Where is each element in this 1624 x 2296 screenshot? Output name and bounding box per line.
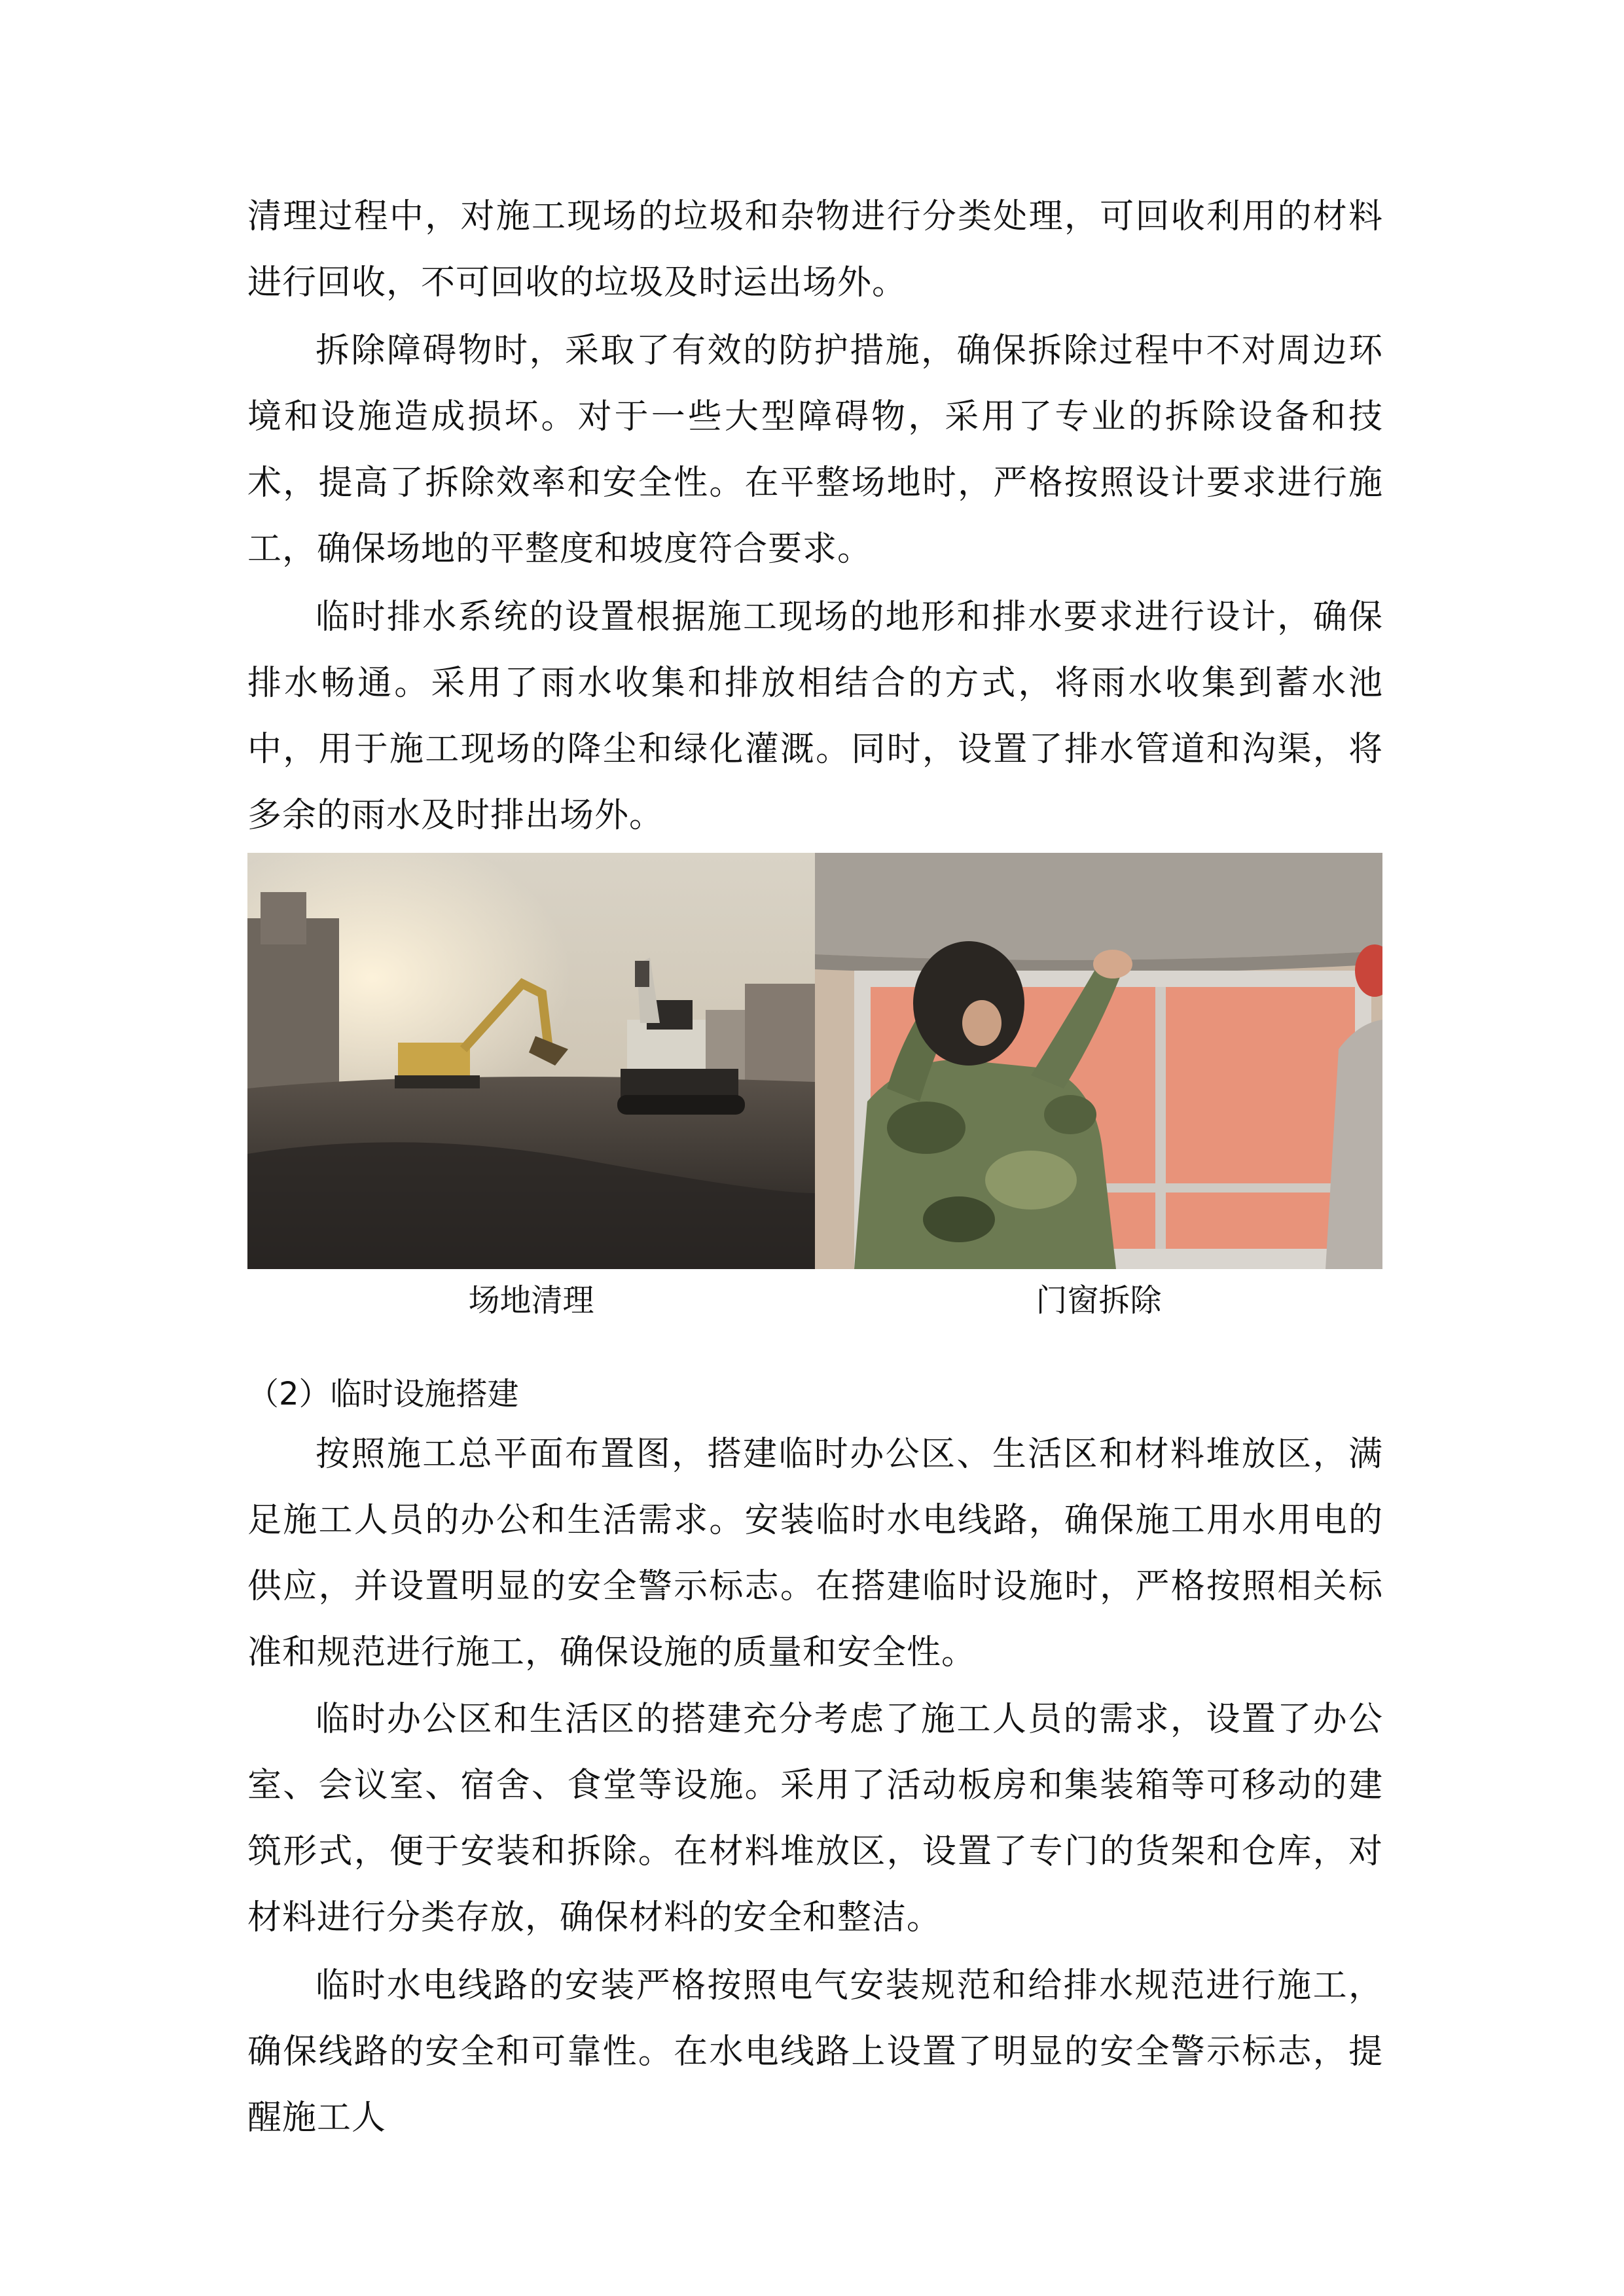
right-figure-caption: 门窗拆除 <box>1036 1282 1162 1319</box>
section-paragraph-3: 临时水电线路的安装严格按照电气安装规范和给排水规范进行施工，确保线路的安全和可靠性。在水电线路上设置了明显的安全警示标志，提醒施工人 <box>247 1966 1383 2138</box>
section-paragraph-2: 临时办公区和生活区的搭建充分考虑了施工人员的需求，设置了办公室、会议室、宿舍、食堂等设施。采用了活动板房和集装箱等可移动的建筑形式，便于安装和拆除。在材料堆放区，设置了专门的货架和仓库，对材料进行分类存放，确保材料的安全和整洁。 <box>247 1700 1383 1937</box>
paragraph-2: 拆除障碍物时，采取了有效的防护措施，确保拆除过程中不对周边环境和设施造成损坏。对于一些大型障碍物，采用了专业的拆除设备和技术，提高了拆除效率和安全性。在平整场地时，严格按照设计要求进行施工，确保场地的平整度和坡度符合要求。 <box>247 331 1383 569</box>
window-removal-photo <box>815 853 1382 1269</box>
left-figure-caption: 场地清理 <box>468 1282 594 1319</box>
section-heading: （2）临时设施搭建 <box>247 1376 519 1412</box>
paragraph-1: 清理过程中，对施工现场的垃圾和杂物进行分类处理，可回收利用的材料进行回收，不可回收的垃圾及时运出场外。 <box>247 197 1383 302</box>
paragraph-3: 临时排水系统的设置根据施工现场的地形和排水要求进行设计，确保排水畅通。采用了雨水收集和排放相结合的方式，将雨水收集到蓄水池中，用于施工现场的降尘和绿化灌溉。同时，设置了排水管道和沟渠，将多余的雨水及时排出场外。 <box>247 598 1383 835</box>
section-paragraph-1: 按照施工总平面布置图，搭建临时办公区、生活区和材料堆放区，满足施工人员的办公和生活需求。安装临时水电线路，确保施工用水用电的供应，并设置明显的安全警示标志。在搭建临时设施时，严格按照相关标准和规范进行施工，确保设施的质量和安全性。 <box>247 1435 1383 1672</box>
site-clearing-photo <box>247 853 815 1269</box>
